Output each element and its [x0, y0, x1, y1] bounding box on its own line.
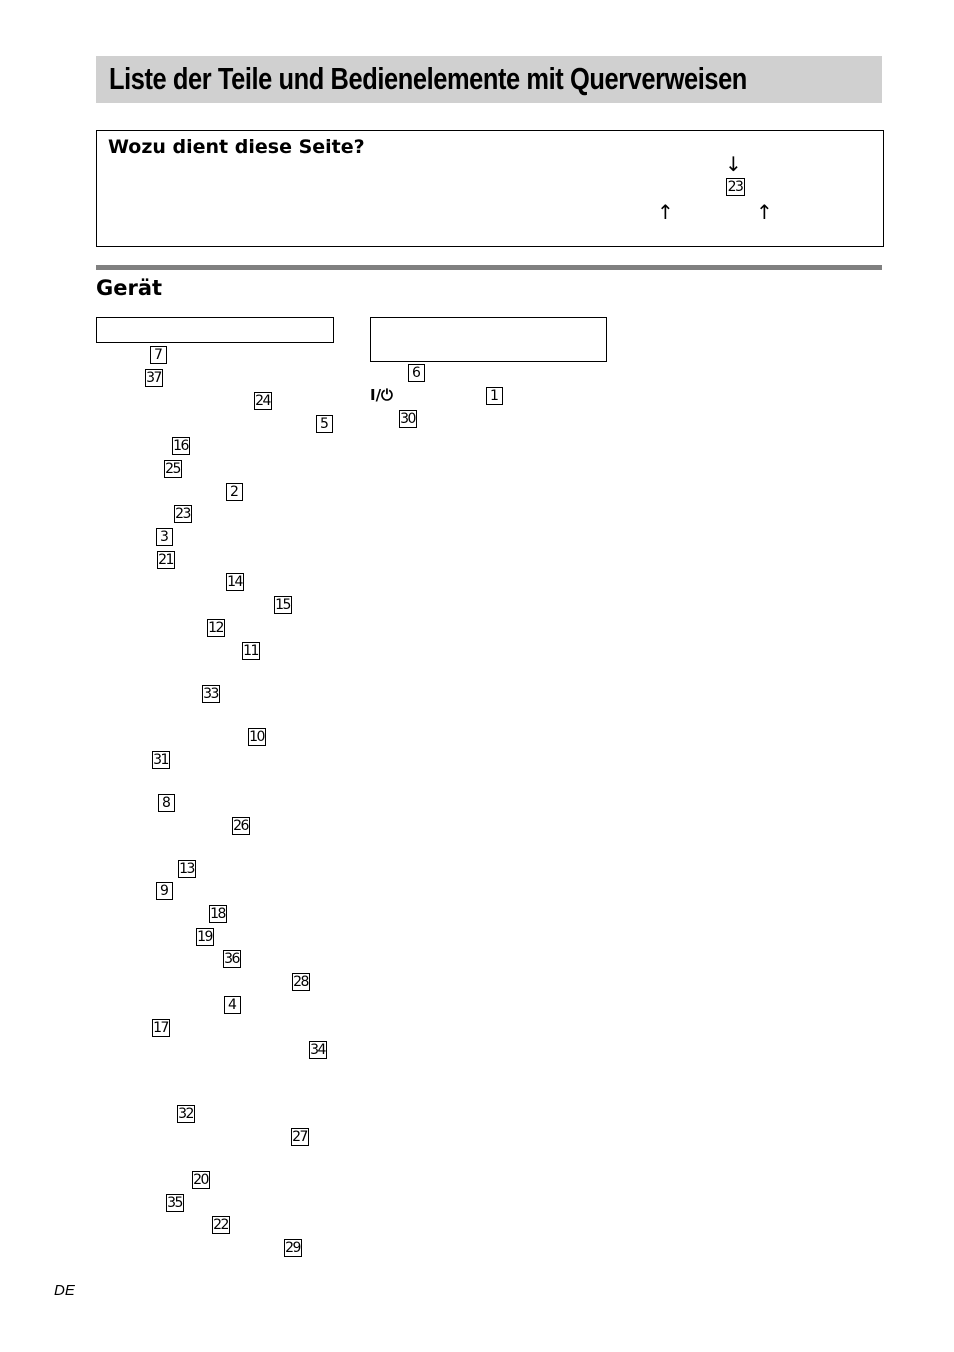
power-symbol-label: I/⏻ [370, 386, 393, 404]
left-ref: 27 [291, 1128, 309, 1146]
left-ref: 10 [248, 728, 266, 746]
left-ref: 23 [174, 505, 192, 523]
right-ref: 1 [486, 387, 503, 405]
left-ref: 5 [316, 415, 333, 433]
left-ref: 13 [178, 860, 196, 878]
left-ref: 12 [207, 619, 225, 637]
page-title: Liste der Teile und Bedienelemente mit Querverweisen [109, 61, 747, 96]
left-ref: 36 [223, 950, 241, 968]
left-ref: 25 [164, 460, 182, 478]
left-ref: 33 [202, 685, 220, 703]
left-ref: 32 [177, 1105, 195, 1123]
left-ref: 8 [158, 794, 175, 812]
left-ref: 21 [157, 551, 175, 569]
left-ref: 3 [156, 528, 173, 546]
left-ref: 34 [309, 1041, 327, 1059]
left-ref: 35 [166, 1194, 184, 1212]
arrow-down-icon: ↓ [725, 152, 742, 176]
info-box-example-ref: 23 [726, 178, 745, 196]
right-column-header-box [370, 317, 607, 362]
left-column-header-box [96, 317, 334, 343]
left-ref: 2 [226, 483, 243, 501]
section-divider [96, 265, 882, 270]
left-ref: 26 [232, 817, 250, 835]
left-ref: 31 [152, 751, 170, 769]
arrow-up-icon-left: ↑ [657, 200, 674, 224]
left-ref: 18 [209, 905, 227, 923]
left-ref: 16 [172, 437, 190, 455]
left-ref: 14 [226, 573, 244, 591]
page-title-bar [96, 56, 882, 103]
arrow-up-icon-right: ↑ [756, 200, 773, 224]
left-ref: 37 [145, 369, 163, 387]
left-ref: 15 [274, 596, 292, 614]
left-ref: 20 [192, 1171, 210, 1189]
left-ref: 24 [254, 392, 272, 410]
left-ref: 7 [150, 346, 167, 364]
left-ref: 19 [196, 928, 214, 946]
right-ref: 30 [399, 410, 417, 428]
right-ref: 6 [408, 364, 425, 382]
left-ref: 17 [152, 1019, 170, 1037]
left-ref: 4 [224, 996, 241, 1014]
left-ref: 29 [284, 1239, 302, 1257]
left-ref: 28 [292, 973, 310, 991]
left-ref: 11 [242, 642, 260, 660]
info-box-heading: Wozu dient diese Seite? [108, 136, 365, 158]
page-language-code: DE [54, 1282, 75, 1299]
info-box [96, 130, 884, 247]
section-title: Gerät [96, 276, 163, 300]
left-ref: 9 [156, 882, 173, 900]
left-ref: 22 [212, 1216, 230, 1234]
